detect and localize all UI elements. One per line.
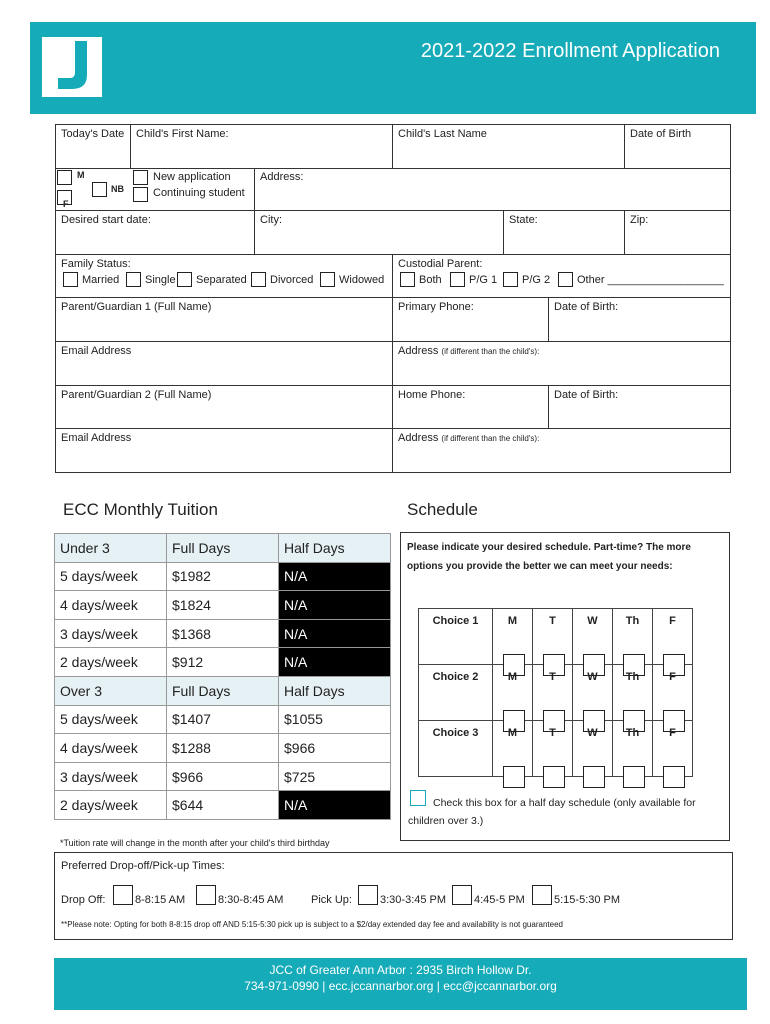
tuition-footnote: *Tuition rate will change in the month after your child's third birthday (60, 838, 330, 848)
day-label: F (669, 727, 676, 739)
fs-separated-label: Separated (196, 274, 247, 286)
email2-field[interactable] (55, 428, 393, 473)
tuition-cell-c3: N/A (279, 619, 391, 648)
fs-married-checkbox[interactable] (63, 272, 78, 287)
state-label: State: (509, 214, 538, 226)
pg2-dob-label: Date of Birth: (554, 389, 619, 401)
pick-445-checkbox[interactable] (452, 885, 472, 905)
home-phone-label: Home Phone: (398, 389, 466, 401)
fs-divorced-checkbox[interactable] (251, 272, 266, 287)
pick-330-checkbox[interactable] (358, 885, 378, 905)
city-field[interactable] (254, 210, 504, 255)
tuition-cell-c2: $912 (167, 648, 279, 677)
fs-divorced-label: Divorced (270, 274, 314, 286)
day-checkbox[interactable] (623, 766, 645, 788)
gender-f-label: F (63, 199, 69, 209)
pg1-label: Parent/Guardian 1 (Full Name) (61, 301, 212, 313)
day-cell (653, 721, 693, 777)
day-label: F (669, 615, 676, 627)
day-checkbox[interactable] (503, 766, 525, 788)
zip-label: Zip: (630, 214, 649, 226)
cp-other-label: Other ___________________ (577, 274, 724, 286)
pick-up-label: Pick Up: (311, 894, 352, 906)
drop-830-checkbox[interactable] (196, 885, 216, 905)
fs-separated-checkbox[interactable] (177, 272, 192, 287)
day-label: T (549, 671, 556, 683)
tuition-cell-c1: 3 days/week (55, 619, 167, 648)
tuition-row (55, 705, 391, 734)
tuition-title: ECC Monthly Tuition (63, 500, 218, 519)
new-application-label: New application (153, 171, 231, 183)
tuition-cell-c3: Half Days (279, 676, 391, 705)
day-cell (573, 665, 613, 721)
dropoff-note: **Please note: Opting for both 8-8:15 drop off AND 5:15-5:30 pick up is subject to a $2/day extended day fee and availability is not guaranteed (61, 920, 563, 929)
fs-widowed-label: Widowed (339, 274, 385, 286)
desired-start-label: Desired start date: (61, 214, 151, 226)
schedule-title: Schedule (407, 500, 478, 519)
schedule-grid (418, 608, 693, 777)
gender-m-label: M (77, 170, 85, 180)
pg1-address-label: Address (398, 345, 439, 357)
tuition-row (55, 762, 391, 791)
day-label: W (587, 671, 598, 683)
child-last-name-field[interactable] (392, 124, 625, 169)
pg2-address-label: Address (398, 432, 439, 444)
new-application-checkbox[interactable] (133, 170, 148, 185)
tuition-cell-c1: Under 3 (55, 534, 167, 563)
j-logo-icon (55, 41, 89, 89)
city-label: City: (260, 214, 282, 226)
todays-date-field[interactable] (55, 124, 131, 169)
jcc-logo (42, 37, 102, 97)
pick-515-label: 5:15-5:30 PM (554, 894, 621, 906)
day-label: T (549, 615, 556, 627)
pg1-dob-label: Date of Birth: (554, 301, 619, 313)
day-cell (493, 721, 533, 777)
pg2-address-note: (if different than the child's): (441, 434, 540, 443)
gender-nb-checkbox[interactable] (92, 182, 107, 197)
pg1-address-note: (if different than the child's): (441, 347, 540, 356)
day-checkbox[interactable] (543, 766, 565, 788)
day-cell (573, 609, 613, 665)
custodial-label: Custodial Parent: (398, 258, 483, 270)
day-cell (533, 609, 573, 665)
page-title: 2021-2022 Enrollment Application (420, 40, 720, 62)
state-field[interactable] (503, 210, 625, 255)
continuing-student-label: Continuing student (153, 187, 245, 199)
pg1-address-field[interactable] (392, 341, 731, 386)
day-cell (653, 665, 693, 721)
home-phone-field[interactable] (392, 385, 549, 429)
tuition-cell-c3: Half Days (279, 534, 391, 563)
family-status-label: Family Status: (61, 258, 131, 270)
tuition-cell-c2: $1288 (167, 734, 279, 763)
tuition-header-row (55, 534, 391, 563)
tuition-cell-c1: 4 days/week (55, 734, 167, 763)
fs-single-label: Single (145, 274, 176, 286)
cp-pg1-label: P/G 1 (469, 274, 498, 286)
schedule-choice-row (419, 665, 693, 721)
primary-phone-field[interactable] (392, 297, 549, 342)
tuition-cell-c3: $966 (279, 734, 391, 763)
day-cell (613, 665, 653, 721)
email2-label: Email Address (61, 432, 132, 444)
tuition-cell-c3: N/A (279, 791, 391, 820)
continuing-student-checkbox[interactable] (133, 187, 148, 202)
tuition-cell-c1: 4 days/week (55, 591, 167, 620)
tuition-cell-c1: 5 days/week (55, 562, 167, 591)
day-cell (613, 721, 653, 777)
day-label: Th (625, 615, 640, 627)
tuition-row (55, 591, 391, 620)
day-cell (493, 609, 533, 665)
day-label: M (507, 727, 518, 739)
footer-contact: 734-971-0990 | ecc.jccannarbor.org | ecc@jccannarbor.org (244, 979, 557, 993)
email1-label: Email Address (61, 345, 132, 357)
tuition-cell-c3: N/A (279, 591, 391, 620)
tuition-row (55, 791, 391, 820)
cp-pg2-label: P/G 2 (522, 274, 551, 286)
child-dob-label: Date of Birth (630, 128, 692, 140)
pick-445-label: 4:45-5 PM (474, 894, 525, 906)
tuition-cell-c1: 2 days/week (55, 648, 167, 677)
tuition-cell-c2: Full Days (167, 676, 279, 705)
tuition-cell-c3: $1055 (279, 705, 391, 734)
child-first-name-field[interactable] (130, 124, 393, 169)
cp-pg1-checkbox[interactable] (450, 272, 465, 287)
tuition-cell-c1: Over 3 (55, 676, 167, 705)
day-cell (573, 721, 613, 777)
pg1-dob-field[interactable] (548, 297, 731, 342)
email1-field[interactable] (55, 341, 393, 386)
header-banner (30, 22, 756, 114)
pick-330-label: 3:30-3:45 PM (380, 894, 447, 906)
tuition-row (55, 734, 391, 763)
zip-field[interactable] (624, 210, 731, 255)
pg2-label: Parent/Guardian 2 (Full Name) (61, 389, 212, 401)
day-label: Th (625, 671, 640, 683)
day-label: M (507, 615, 518, 627)
day-cell (533, 721, 573, 777)
drop-830-label: 8:30-8:45 AM (218, 894, 284, 906)
cp-both-label: Both (419, 274, 442, 286)
day-label: W (587, 615, 598, 627)
todays-date-label: Today's Date (61, 128, 125, 140)
tuition-row (55, 648, 391, 677)
day-cell (653, 609, 693, 665)
cp-both-checkbox[interactable] (400, 272, 415, 287)
gender-m-checkbox[interactable] (57, 170, 72, 185)
choice-label: Choice 1 (419, 609, 493, 665)
tuition-cell-c3: N/A (279, 562, 391, 591)
day-cell (533, 665, 573, 721)
tuition-row (55, 619, 391, 648)
tuition-cell-c1: 3 days/week (55, 762, 167, 791)
footer-banner (54, 958, 747, 1010)
pg1-name-field[interactable] (55, 297, 393, 342)
drop-off-label: Drop Off: (61, 894, 106, 906)
primary-phone-label: Primary Phone: (398, 301, 474, 313)
desired-start-date-field[interactable] (55, 210, 255, 255)
half-day-label: Check this box for a half day schedule (only available for children over 3.) (408, 797, 696, 827)
fs-married-label: Married (82, 274, 120, 286)
day-cell (613, 609, 653, 665)
pg2-dob-field[interactable] (548, 385, 731, 429)
tuition-cell-c2: $644 (167, 791, 279, 820)
tuition-cell-c3: $725 (279, 762, 391, 791)
tuition-cell-c1: 2 days/week (55, 791, 167, 820)
pick-515-checkbox[interactable] (532, 885, 552, 905)
day-cell (493, 665, 533, 721)
day-label: T (549, 727, 556, 739)
tuition-cell-c2: $1824 (167, 591, 279, 620)
tuition-header-row (55, 676, 391, 705)
tuition-cell-c2: $1368 (167, 619, 279, 648)
choice-label: Choice 3 (419, 721, 493, 777)
schedule-choice-row (419, 609, 693, 665)
gender-nb-label: NB (111, 184, 124, 194)
fs-widowed-checkbox[interactable] (320, 272, 335, 287)
day-label: W (587, 727, 598, 739)
cp-other-checkbox[interactable] (558, 272, 573, 287)
day-label: Th (625, 727, 640, 739)
dropoff-title: Preferred Drop-off/Pick-up Times: (61, 860, 225, 872)
tuition-cell-c2: $1407 (167, 705, 279, 734)
day-checkbox[interactable] (663, 766, 685, 788)
tuition-cell-c2: Full Days (167, 534, 279, 563)
tuition-cell-c3: N/A (279, 648, 391, 677)
pg2-name-field[interactable] (55, 385, 393, 429)
pg2-address-field[interactable] (392, 428, 731, 473)
tuition-table (54, 533, 391, 820)
fs-single-checkbox[interactable] (126, 272, 141, 287)
address-field[interactable] (254, 168, 731, 211)
cp-pg2-checkbox[interactable] (503, 272, 518, 287)
day-label: F (669, 671, 676, 683)
child-dob-field[interactable] (624, 124, 731, 169)
day-checkbox[interactable] (583, 766, 605, 788)
schedule-note: Please indicate your desired schedule. Part-time? The more options you provide the better we can meet your needs: (407, 542, 691, 572)
tuition-row (55, 562, 391, 591)
child-last-name-label: Child's Last Name (398, 128, 487, 140)
tuition-cell-c2: $966 (167, 762, 279, 791)
tuition-cell-c1: 5 days/week (55, 705, 167, 734)
schedule-choice-row (419, 721, 693, 777)
drop-8-checkbox[interactable] (113, 885, 133, 905)
choice-label: Choice 2 (419, 665, 493, 721)
tuition-cell-c2: $1982 (167, 562, 279, 591)
address-label: Address: (260, 171, 304, 183)
child-first-name-label: Child's First Name: (136, 128, 229, 140)
footer-address: JCC of Greater Ann Arbor : 2935 Birch Hollow Dr. (269, 963, 532, 977)
day-label: M (507, 671, 518, 683)
drop-8-label: 8-8:15 AM (135, 894, 186, 906)
